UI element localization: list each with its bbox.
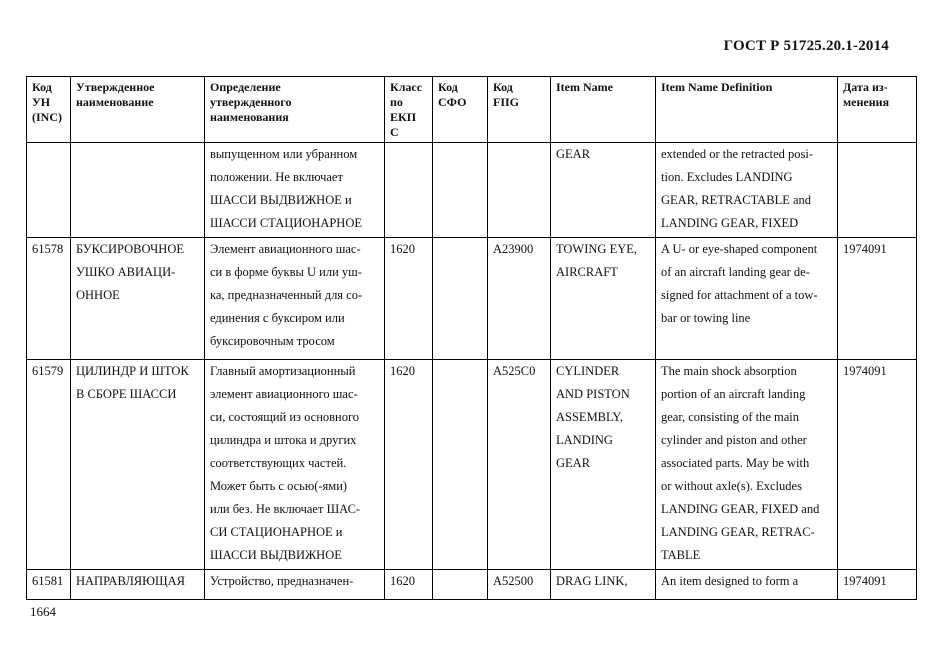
- col-header-sfo: Код СФО: [433, 77, 488, 143]
- cell-fiig: [488, 143, 551, 238]
- cell-item-name: TOWING EYE, AIRCRAFT: [551, 238, 656, 360]
- catalog-table: [26, 76, 917, 600]
- cell-name: НАПРАВЛЯЮЩАЯ: [71, 570, 205, 600]
- cell-item-definition: An item designed to form a: [656, 570, 838, 600]
- cell-item-name: CYLINDER AND PISTON ASSEMBLY, LANDING GEAR: [551, 360, 656, 570]
- cell-class: [385, 143, 433, 238]
- col-header-code: Код УН (INC): [27, 77, 71, 143]
- col-header-fiig: Код FIIG: [488, 77, 551, 143]
- cell-date: 1974091: [838, 238, 917, 360]
- cell-code: 61578: [27, 238, 71, 360]
- cell-item-name: GEAR: [551, 143, 656, 238]
- cell-class: 1620: [385, 570, 433, 600]
- cell-name: БУКСИРОВОЧНОЕ УШКО АВИАЦИ- ОННОЕ: [71, 238, 205, 360]
- cell-fiig: A52500: [488, 570, 551, 600]
- cell-name: ЦИЛИНДР И ШТОК В СБОРЕ ШАССИ: [71, 360, 205, 570]
- col-header-name: Утвержденное наименование: [71, 77, 205, 143]
- cell-code: [27, 143, 71, 238]
- cell-code: 61579: [27, 360, 71, 570]
- cell-sfo: [433, 360, 488, 570]
- cell-date: 1974091: [838, 360, 917, 570]
- cell-class: 1620: [385, 360, 433, 570]
- cell-fiig: A23900: [488, 238, 551, 360]
- cell-item-name: DRAG LINK,: [551, 570, 656, 600]
- table-row: [27, 238, 917, 360]
- col-header-item-name: Item Name: [551, 77, 656, 143]
- table-row: [27, 360, 917, 570]
- col-header-class: Класс по ЕКП С: [385, 77, 433, 143]
- col-header-date: Дата из- менения: [838, 77, 917, 143]
- cell-sfo: [433, 143, 488, 238]
- cell-name: [71, 143, 205, 238]
- document-standard-number: ГОСТ Р 51725.20.1-2014: [723, 38, 889, 54]
- cell-sfo: [433, 570, 488, 600]
- cell-definition: Устройство, предназначен-: [205, 570, 385, 600]
- table-header-row: [27, 77, 917, 143]
- cell-code: 61581: [27, 570, 71, 600]
- table-row: [27, 143, 917, 238]
- page-number: 1664: [30, 604, 56, 619]
- cell-date: 1974091: [838, 570, 917, 600]
- cell-item-definition: A U- or eye-shaped component of an aircraft landing gear de- signed for attachment of a tow- bar or towing line: [656, 238, 838, 360]
- col-header-definition: Определение утвержденного наименования: [205, 77, 385, 143]
- cell-class: 1620: [385, 238, 433, 360]
- table-row: [27, 570, 917, 600]
- col-header-item-definition: Item Name Definition: [656, 77, 838, 143]
- cell-item-definition: The main shock absorption portion of an aircraft landing gear, consisting of the main cylinder and piston and other associated parts. May be with or without axle(s). Excludes LANDING GEAR, FIXED and LANDING GEAR, RETRAC- TABLE: [656, 360, 838, 570]
- cell-sfo: [433, 238, 488, 360]
- cell-fiig: A525C0: [488, 360, 551, 570]
- cell-date: [838, 143, 917, 238]
- cell-item-definition: extended or the retracted posi- tion. Excludes LANDING GEAR, RETRACTABLE and LANDING GEAR, FIXED: [656, 143, 838, 238]
- cell-definition: Главный амортизационный элемент авиационного шас- си, состоящий из основного цилиндра и штока и других соответствующих частей. Может быть с осью(-ями) или без. Не включает ШАС- СИ СТАЦИОНАРНОЕ и ШАССИ ВЫДВИЖНОЕ: [205, 360, 385, 570]
- cell-definition: Элемент авиационного шас- си в форме буквы U или уш- ка, предназначенный для со- единения с буксиром или буксировочным тросом: [205, 238, 385, 360]
- cell-definition: выпущенном или убранном положении. Не включает ШАССИ ВЫДВИЖНОЕ и ШАССИ СТАЦИОНАРНОЕ: [205, 143, 385, 238]
